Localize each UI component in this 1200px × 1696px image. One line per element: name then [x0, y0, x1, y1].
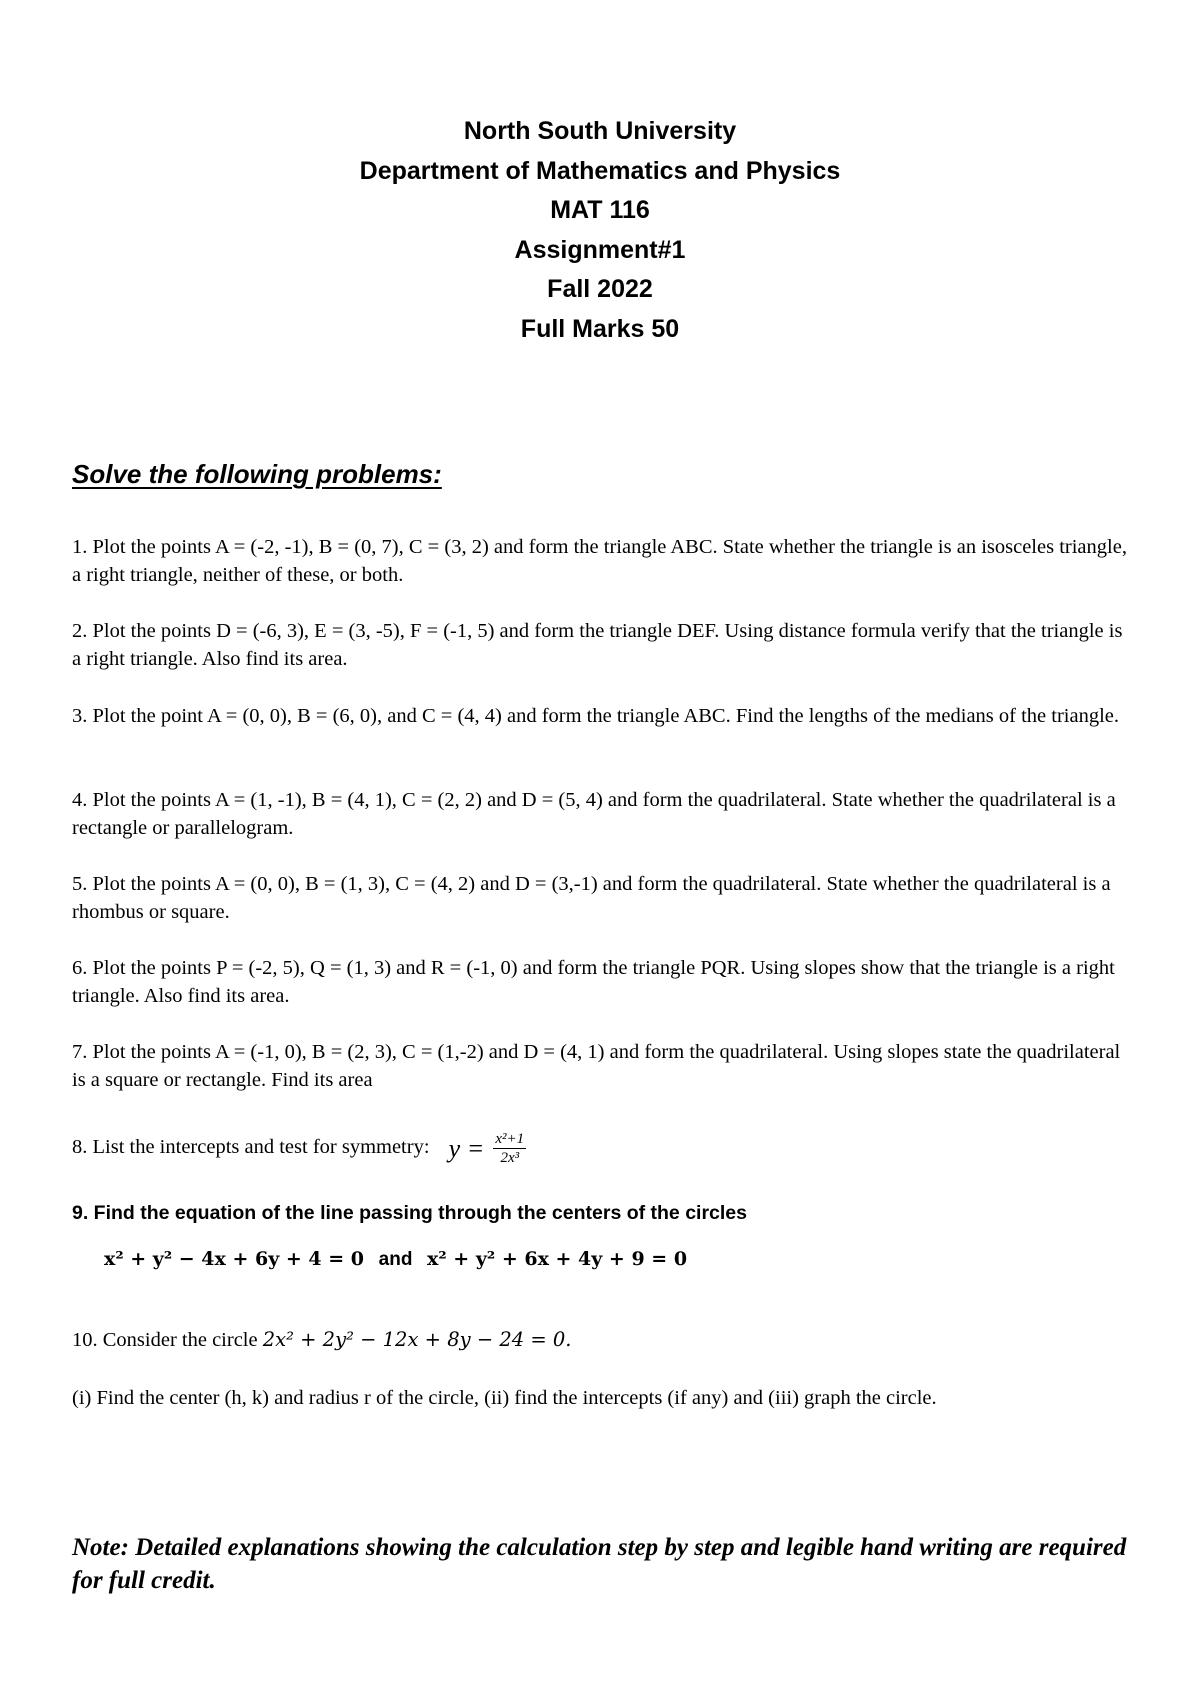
- problem-8-text: 8. List the intercepts and test for symmetry:: [72, 1136, 430, 1159]
- term: Fall 2022: [547, 275, 653, 303]
- problem-10: [72, 1326, 1132, 1354]
- problem-1: 1. Plot the points A = (-2, -1), B = (0, 7), C = (3, 2) and form the triangle ABC. State whether the triangle is an isosceles triangle, a right triangle, neither of these, or both.: [72, 536, 1127, 586]
- department-name: Department of Mathematics and Physics: [359, 156, 841, 185]
- full-marks: Full Marks 50: [520, 314, 680, 343]
- problem-8: [72, 1130, 1132, 1167]
- fraction-denominator: 2x³: [500, 1150, 520, 1166]
- problem-9-title: 9. Find the equation of the line passing through the centers of the circles: [72, 1202, 747, 1224]
- university-name: North South University: [463, 117, 737, 145]
- problem-7: 7. Plot the points A = (-1, 0), B = (2, 3), C = (1,-2) and D = (4, 1) and form the quadrilateral. Using slopes state the quadrilateral is a square or rectangle. Find its area: [72, 1041, 1121, 1091]
- circle-equation-1: x² + y² − 4x + 6y + 4 = 0: [104, 1248, 365, 1270]
- note: Note: Detailed explanations showing the calculation step by step and legible hand writing are required for full credit.: [72, 1534, 1127, 1594]
- problem-9-equations: [104, 1248, 687, 1271]
- section-heading: Solve the following problems:: [72, 459, 442, 489]
- assignment-title: Assignment#1: [514, 235, 686, 264]
- problem-8-fraction: [493, 1130, 526, 1167]
- problem-6: 6. Plot the points P = (-2, 5), Q = (1, 3) and R = (-1, 0) and form the triangle PQR. Using slopes show that the triangle is a right triangle. Also find its area.: [72, 957, 1115, 1007]
- problem-2: 2. Plot the points D = (-6, 3), E = (3, -5), F = (-1, 5) and form the triangle DEF. Using distance formula verify that the triangle is a right triangle. Also find its area.: [72, 620, 1123, 670]
- problem-10-parts: (i) Find the center (h, k) and radius r of the circle, (ii) find the intercepts (if any) and (iii) graph the circle.: [72, 1387, 937, 1409]
- document-header: [0, 112, 1200, 349]
- problem-5: 5. Plot the points A = (0, 0), B = (1, 3), C = (4, 2) and D = (3,-1) and form the quadrilateral. State whether the quadrilateral is a rhombus or square.: [72, 873, 1111, 923]
- circle-equation-2: x² + y² + 6x + 4y + 9 = 0: [427, 1248, 688, 1270]
- problem-10-equation: 2x² + 2y² − 12x + 8y − 24 = 0.: [262, 1328, 572, 1351]
- fraction-numerator: x²+1: [495, 1131, 525, 1147]
- conjunction: and: [378, 1249, 413, 1270]
- course-code: MAT 116: [550, 196, 650, 224]
- problem-8-lhs: y =: [448, 1133, 485, 1163]
- problem-3: 3. Plot the point A = (0, 0), B = (6, 0), and C = (4, 4) and form the triangle ABC. Find the lengths of the medians of the triangle.: [72, 705, 1120, 727]
- problem-10-text: 10. Consider the circle: [72, 1329, 258, 1351]
- problem-4: 4. Plot the points A = (1, -1), B = (4, 1), C = (2, 2) and D = (5, 4) and form the quadrilateral. State whether the quadrilateral is a rectangle or parallelogram.: [72, 789, 1116, 839]
